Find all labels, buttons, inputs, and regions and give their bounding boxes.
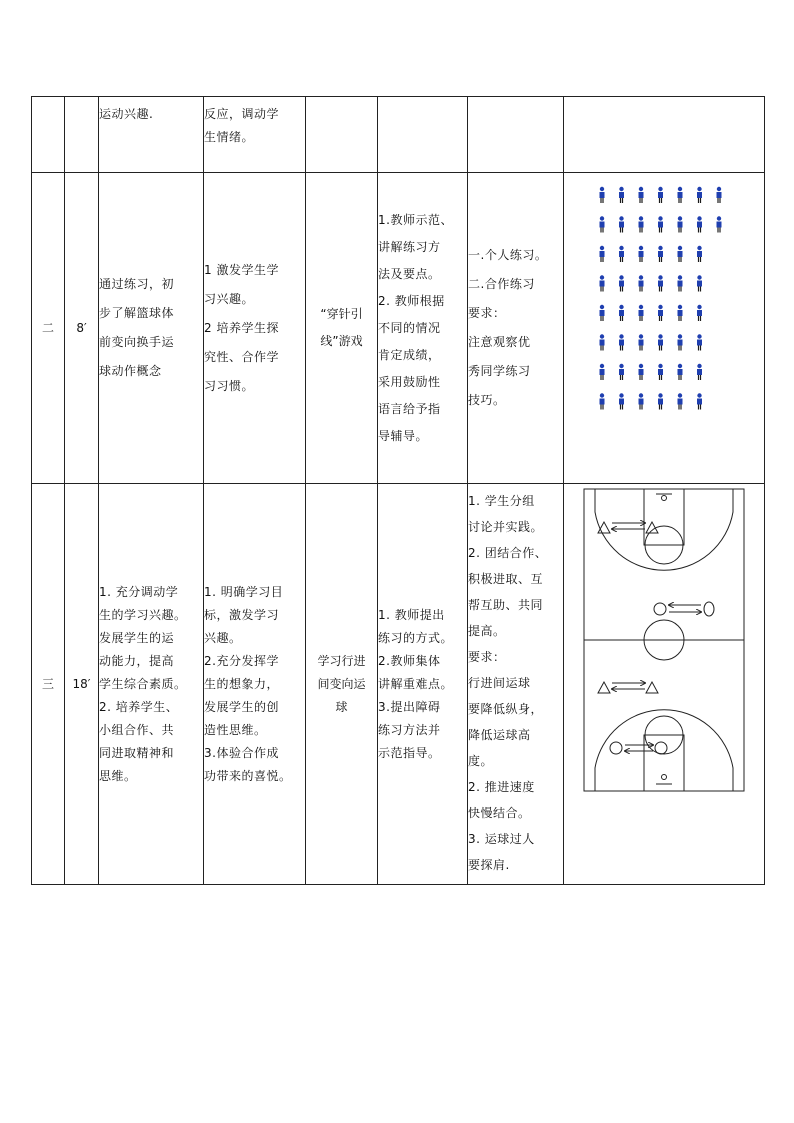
student-figure <box>600 305 605 321</box>
table-row <box>32 173 765 484</box>
organization-cell <box>564 484 765 885</box>
basketball-court-diagram <box>583 488 745 793</box>
student-figure <box>658 305 663 321</box>
student-figure <box>600 216 605 232</box>
phase-cell: 二 <box>32 173 65 484</box>
student-formation-diagram <box>594 183 734 413</box>
student-figure <box>639 216 644 232</box>
time-cell: 8′ <box>65 173 99 484</box>
student-figure <box>658 246 663 262</box>
student-figure <box>619 216 624 232</box>
student-figure <box>697 246 702 262</box>
teacher-cell <box>378 97 468 173</box>
content-cell: “穿针引 线”游戏 <box>306 173 378 484</box>
three-point-arc-bottom <box>595 710 733 791</box>
student-figure <box>658 334 663 350</box>
objective-cell: 1. 充分调动学 生的学习兴趣。 发展学生的运 动能力，提高 学生综合素质。 2. 培养学生、 小组合作、共 同进取精神和 思维。 <box>99 484 204 885</box>
student-figure <box>697 216 702 232</box>
content-cell <box>306 97 378 173</box>
hoop-bottom <box>662 775 667 780</box>
student-figure <box>678 393 683 409</box>
organization-cell <box>564 173 765 484</box>
student-figure <box>600 334 605 350</box>
student-figure <box>678 246 683 262</box>
student-figure <box>619 187 624 203</box>
table-row <box>32 484 765 885</box>
objective-cell: 运动兴趣. <box>99 97 204 173</box>
student-figure <box>658 393 663 409</box>
student-figure <box>600 246 605 262</box>
student-figure <box>678 334 683 350</box>
table-row <box>32 97 765 173</box>
student-figure <box>678 216 683 232</box>
three-point-arc-top <box>595 489 733 570</box>
student-cell: 1. 学生分组 讨论并实践。 2. 团结合作、 积极进取、互 帮互助、共同 提高。 要求： 行进间运球 要降低纵身， 降低运球高 度。 2. 推进速度 快慢结合。 3. 运球过人 要探肩. <box>468 484 564 885</box>
student-figure <box>717 216 722 232</box>
lesson-plan-table <box>31 96 765 885</box>
student-figure <box>678 305 683 321</box>
intent-cell: 1. 明确学习目 标，激发学习 兴趣。 2.充分发挥学 生的想象力， 发展学生的创 造性思维。 3.体验合作成 功带来的喜悦。 <box>204 484 306 885</box>
content-cell: 学习行进 间变向运 球 <box>306 484 378 885</box>
student-figure <box>697 393 702 409</box>
student-figure <box>658 216 663 232</box>
student-figure <box>639 246 644 262</box>
student-figure <box>600 187 605 203</box>
student-figure <box>658 275 663 291</box>
student-cell <box>468 97 564 173</box>
student-figure <box>697 275 702 291</box>
student-figure <box>697 305 702 321</box>
student-figure <box>639 334 644 350</box>
time-cell: 18′ <box>65 484 99 885</box>
key-bottom <box>644 735 684 791</box>
student-figure <box>697 364 702 380</box>
student-figure <box>619 246 624 262</box>
intent-cell: 反应，调动学 生情绪。 <box>204 97 306 173</box>
teacher-cell: 1. 教师提出 练习的方式。 2.教师集体 讲解重难点。 3.提出障碍 练习方法并 示范指导。 <box>378 484 468 885</box>
student-figure <box>697 187 702 203</box>
student-figure <box>639 364 644 380</box>
objective-cell: 通过练习，初 步了解篮球体 前变向换手运 球动作概念 <box>99 173 204 484</box>
student-figure <box>619 305 624 321</box>
circle-marker <box>610 742 622 754</box>
student-figure <box>639 275 644 291</box>
student-figure <box>678 187 683 203</box>
circle-marker <box>654 603 666 615</box>
student-figure <box>600 364 605 380</box>
hoop-top <box>662 496 667 501</box>
time-cell <box>65 97 99 173</box>
student-figure <box>697 334 702 350</box>
triangle-marker <box>598 682 610 693</box>
intent-cell: 1 激发学生学 习兴趣。 2 培养学生探 究性、合作学 习习惯。 <box>204 173 306 484</box>
student-figure <box>658 364 663 380</box>
student-figure <box>678 275 683 291</box>
triangle-marker <box>646 682 658 693</box>
circle-marker <box>704 602 714 616</box>
student-figure <box>619 364 624 380</box>
organization-cell <box>564 97 765 173</box>
student-figure <box>639 187 644 203</box>
student-figure <box>600 275 605 291</box>
phase-cell: 三 <box>32 484 65 885</box>
student-cell: 一.个人练习。 二.合作练习 要求： 注意观察优 秀同学练习 技巧。 <box>468 173 564 484</box>
student-figure <box>639 393 644 409</box>
student-figure <box>658 187 663 203</box>
phase-cell <box>32 97 65 173</box>
student-figure <box>619 275 624 291</box>
teacher-cell: 1.教师示范、 讲解练习方 法及要点。 2. 教师根据 不同的情况 肯定成绩， 采用鼓励性 语言给予指 导辅导。 <box>378 173 468 484</box>
student-figure <box>600 393 605 409</box>
key-top <box>644 489 684 545</box>
student-figure <box>619 334 624 350</box>
circle-marker <box>655 742 667 754</box>
student-figure <box>678 364 683 380</box>
student-figure <box>639 305 644 321</box>
student-figure <box>717 187 722 203</box>
student-figure <box>619 393 624 409</box>
